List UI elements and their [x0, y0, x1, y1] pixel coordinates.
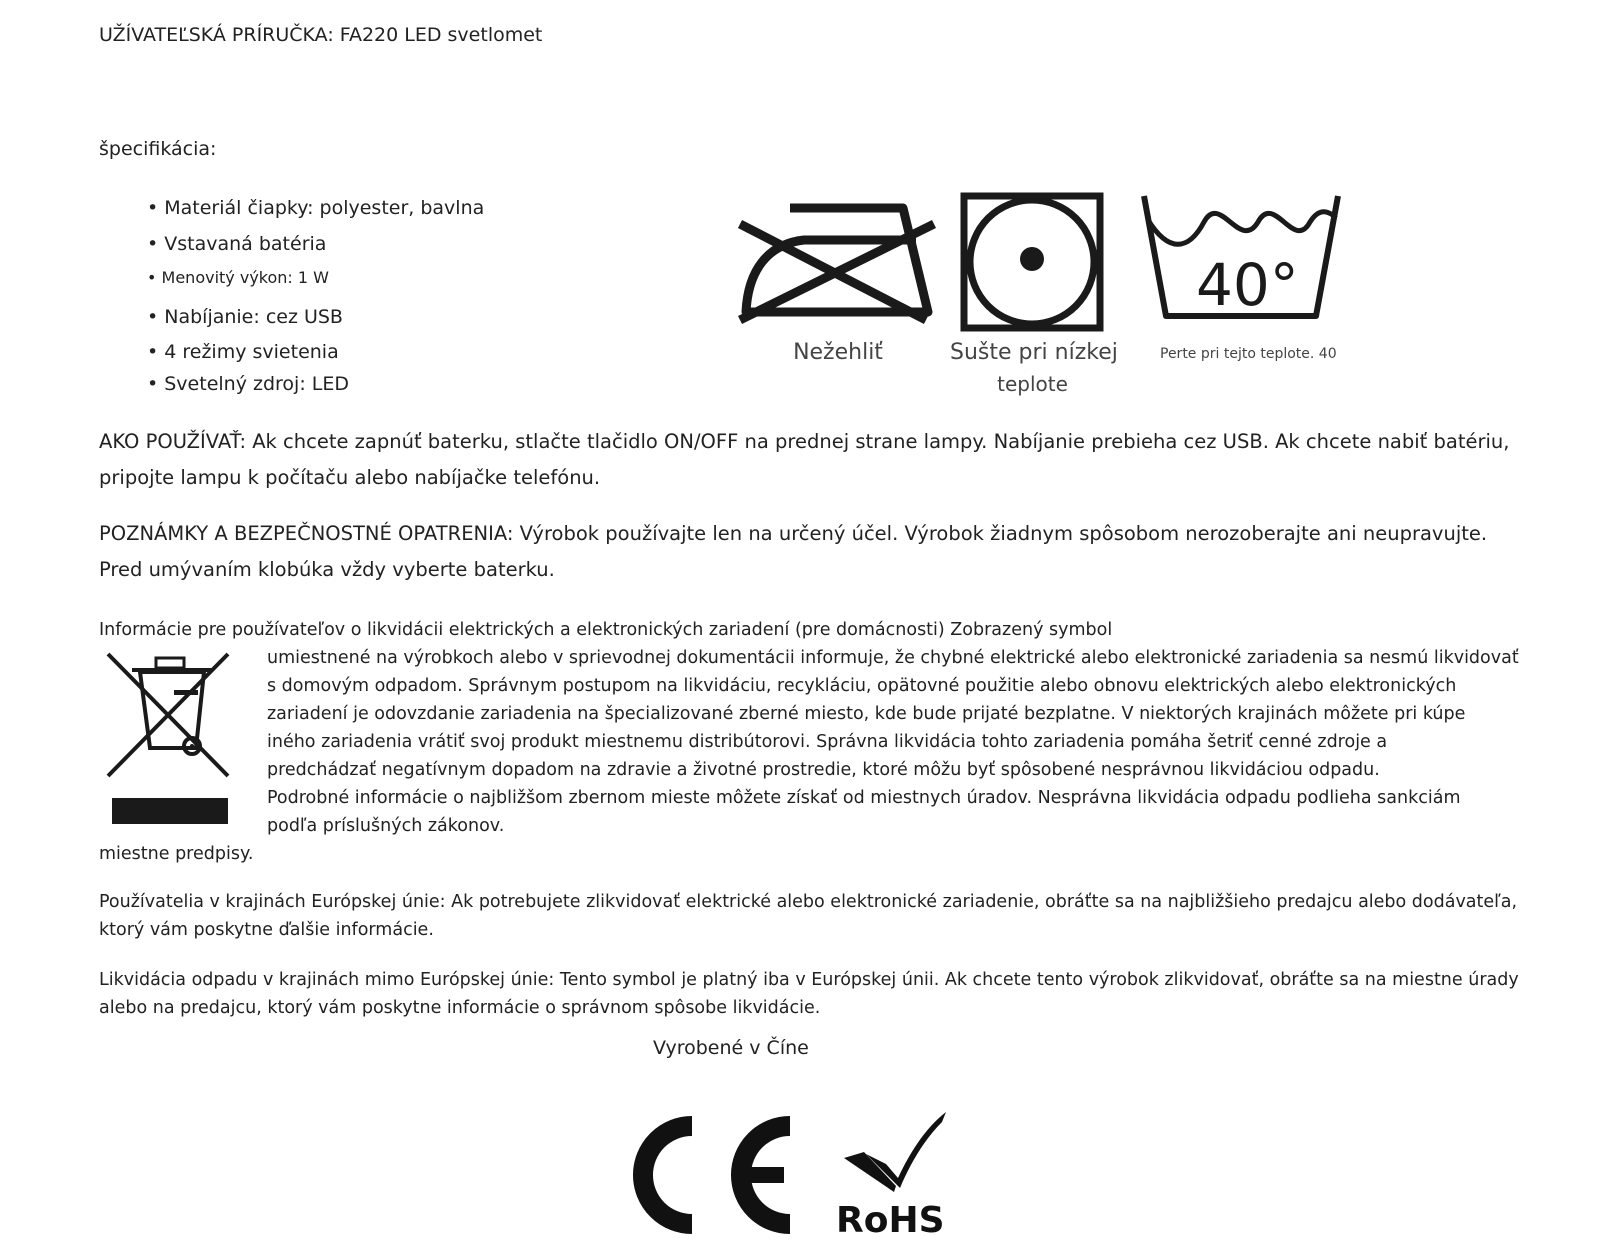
weee-line: zariadení je odovzdanie zariadenia na špecializované zberné miesto, kde bude prijaté bezplatne. V niektorých krajinách môžete pri kúpe	[267, 704, 1466, 724]
tumble-dry-low-icon	[960, 192, 1105, 332]
dry-low-label-line1: Sušte pri nízkej	[950, 340, 1118, 365]
spec-item: • Nabíjanie: cez USB	[147, 306, 343, 328]
wash-temp: 40°	[1196, 251, 1299, 319]
weee-line: predchádzať negatívnym dopadom na zdravie a životné prostredie, ktoré môžu byť spôsobené nesprávnou likvidáciou odpadu.	[267, 760, 1380, 780]
weee-line: umiestnené na výrobkoch alebo v sprievodnej dokumentácii informuje, že chybné elektrické alebo elektronické zariadenia sa nesmú likvidovať	[267, 648, 1519, 668]
weee-bin-icon	[104, 648, 236, 838]
spec-item: • Materiál čiapky: polyester, bavlna	[147, 197, 485, 219]
ce-mark-icon	[634, 1112, 804, 1238]
made-in-label: Vyrobené v Číne	[653, 1037, 809, 1059]
wash-40-icon	[1140, 192, 1340, 322]
weee-intro: Informácie pre používateľov o likvidácii elektrických a elektronických zariadení (pre domácnosti) Zobrazený symbol	[99, 620, 1113, 640]
spec-item: • Svetelný zdroj: LED	[147, 373, 349, 395]
usage-paragraph: AKO POUŽÍVAŤ: Ak chcete zapnúť baterku, stlačte tlačidlo ON/OFF na prednej strane lampy. Nabíjanie prebieha cez USB. Ak chcete nabiť batériu, pripojte lampu k počítaču alebo nabíjačke telefónu.	[99, 430, 1510, 489]
spec-item: • Vstavaná batéria	[147, 233, 327, 255]
weee-tail: miestne predpisy.	[99, 844, 254, 864]
no-iron-label: Nežehliť	[793, 340, 883, 365]
rohs-check-icon	[836, 1108, 976, 1241]
dry-low-label-line2: teplote	[997, 372, 1068, 396]
weee-line: iného zariadenia vrátiť svoj produkt miestnemu distribútorovi. Správna likvidácia tohto zariadenia pomáha šetriť cenné zdroje a	[267, 732, 1388, 752]
spec-heading: špecifikácia:	[99, 138, 217, 160]
weee-line: podľa príslušných zákonov.	[267, 816, 505, 836]
spec-item: • 4 režimy svietenia	[147, 341, 339, 363]
eu-users-paragraph: Používatelia v krajinách Európskej únie: Ak potrebujete zlikvidovať elektrické alebo elektronické zariadenie, obráťte sa na najbližšieho predajcu alebo dodávateľa, ktorý vám poskytne ďalšie informácie.	[99, 892, 1518, 940]
rohs-label: RoHS	[836, 1200, 945, 1241]
non-eu-paragraph: Likvidácia odpadu v krajinách mimo Európskej únie: Tento symbol je platný iba v Európskej únii. Ak chcete tento výrobok zlikvidovať, obráťte sa na miestne úrady alebo na predajcu, ktorý vám poskytne informácie o správnom spôsobe likvidácie.	[99, 970, 1519, 1018]
safety-paragraph: POZNÁMKY A BEZPEČNOSTNÉ OPATRENIA: Výrobok používajte len na určený účel. Výrobok žiadnym spôsobom nerozoberajte ani neupravujte. Pred umývaním klobúka vždy vyberte baterku.	[99, 522, 1488, 581]
weee-line: s domovým odpadom. Správnym postupom na likvidáciu, recykláciu, opätovné použitie alebo obnovu elektrických alebo elektronických	[267, 676, 1457, 696]
spec-item: • Menovitý výkon: 1 W	[147, 268, 329, 287]
no-iron-icon	[738, 200, 938, 330]
document-title: UŽÍVATEĽSKÁ PRÍRUČKA: FA220 LED svetlomet	[99, 24, 543, 46]
wash-caption: Perte pri tejto teplote. 40	[1160, 346, 1337, 362]
weee-line: Podrobné informácie o najbližšom zbernom mieste môžete získať od miestnych úradov. Nesprávna likvidácia odpadu podlieha sankciám	[267, 788, 1461, 808]
